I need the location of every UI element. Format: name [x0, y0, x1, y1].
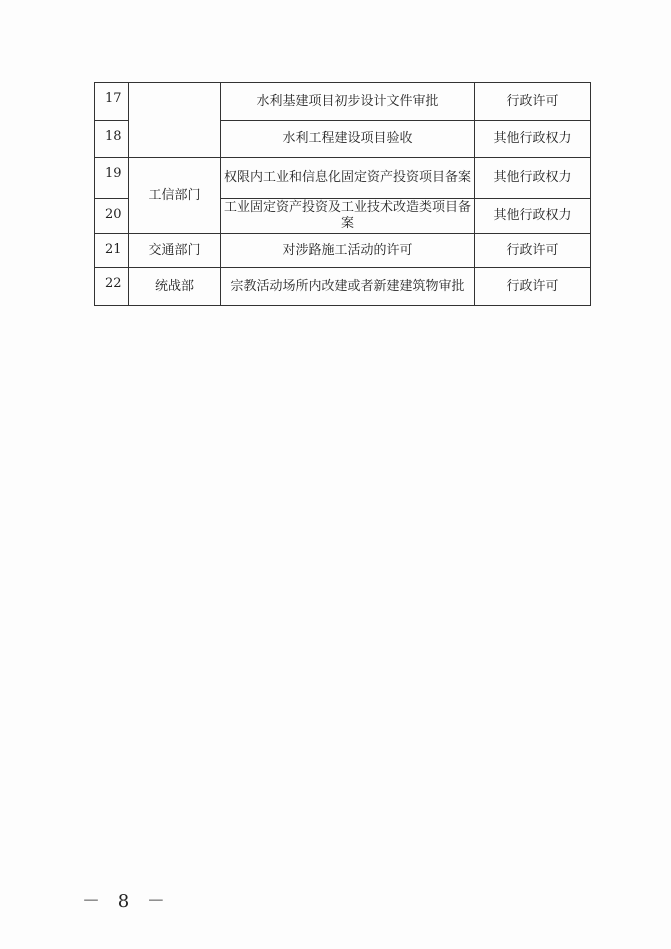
item-name-cell: 水利工程建设项目验收 — [221, 121, 475, 158]
row-number: 17 — [95, 83, 129, 121]
row-number: 18 — [95, 121, 129, 158]
item-name-cell: 对涉路施工活动的许可 — [221, 234, 475, 268]
page-number: － 8 － — [82, 891, 171, 912]
power-type-cell: 行政许可 — [475, 234, 591, 268]
table-row — [95, 83, 591, 121]
power-type-cell: 其他行政权力 — [475, 199, 591, 234]
power-type-cell: 其他行政权力 — [475, 121, 591, 158]
department-cell: 统战部 — [129, 268, 221, 306]
item-name-cell: 宗教活动场所内改建或者新建建筑物审批 — [221, 268, 475, 306]
row-number: 19 — [95, 158, 129, 199]
row-number: 21 — [95, 234, 129, 268]
item-name-cell: 工业固定资产投资及工业技术改造类项目备案 — [221, 199, 475, 234]
item-name-cell: 权限内工业和信息化固定资产投资项目备案 — [221, 158, 475, 199]
row-number: 20 — [95, 199, 129, 234]
table-row — [95, 268, 591, 306]
table-row — [95, 158, 591, 199]
power-type-cell: 行政许可 — [475, 268, 591, 306]
department-cell — [129, 83, 221, 158]
row-number: 22 — [95, 268, 129, 306]
item-name-cell: 水利基建项目初步设计文件审批 — [221, 83, 475, 121]
department-cell: 工信部门 — [129, 158, 221, 234]
table-row — [95, 234, 591, 268]
power-type-cell: 其他行政权力 — [475, 158, 591, 199]
department-cell: 交通部门 — [129, 234, 221, 268]
power-list-table — [94, 82, 591, 306]
power-type-cell: 行政许可 — [475, 83, 591, 121]
